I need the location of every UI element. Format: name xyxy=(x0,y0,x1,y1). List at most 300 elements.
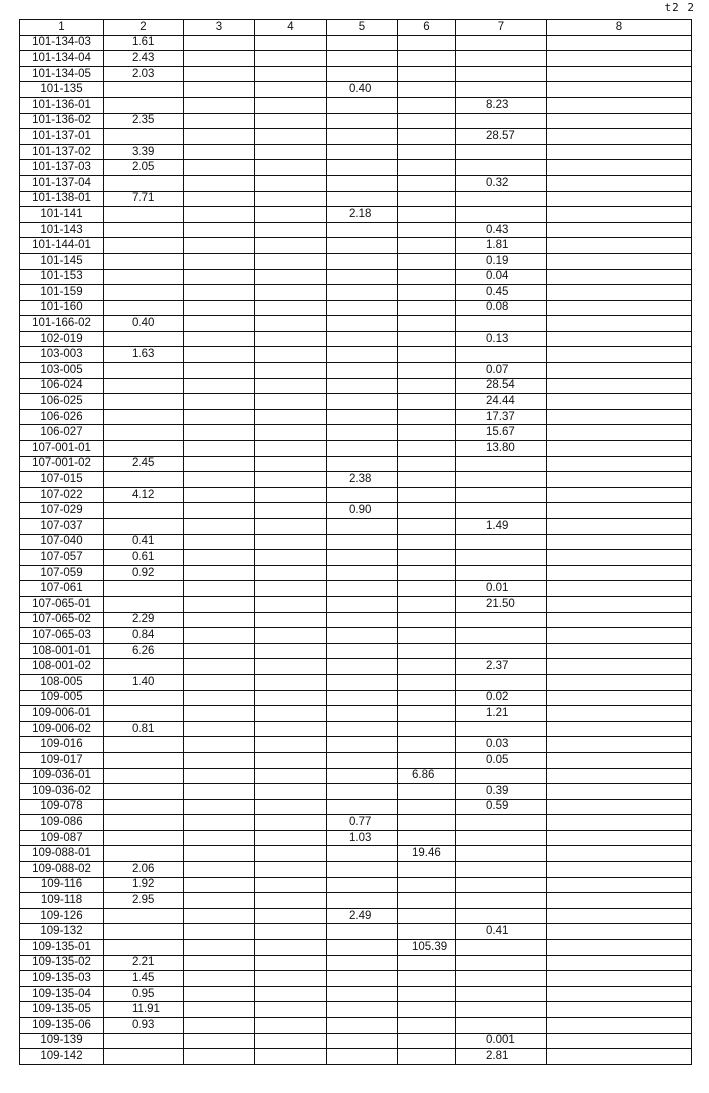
value-cell xyxy=(547,581,692,597)
value-cell xyxy=(255,706,327,722)
value-cell xyxy=(456,35,547,51)
value-cell xyxy=(184,550,255,566)
value-cell xyxy=(327,924,398,940)
value-cell xyxy=(547,674,692,690)
value-cell: 0.41 xyxy=(104,534,184,550)
table-row xyxy=(20,612,692,628)
row-id-cell: 101-145 xyxy=(20,253,104,269)
value-cell xyxy=(547,238,692,254)
row-id-cell: 101-153 xyxy=(20,269,104,285)
value-cell xyxy=(398,1018,456,1034)
value-cell xyxy=(104,581,184,597)
value-cell xyxy=(104,768,184,784)
value-cell xyxy=(456,487,547,503)
value-cell xyxy=(255,144,327,160)
value-cell xyxy=(398,51,456,67)
value-cell xyxy=(398,425,456,441)
value-cell xyxy=(184,129,255,145)
value-cell xyxy=(327,893,398,909)
row-id-cell: 108-005 xyxy=(20,674,104,690)
value-cell xyxy=(547,82,692,98)
value-cell xyxy=(398,877,456,893)
value-cell xyxy=(184,721,255,737)
value-cell xyxy=(327,768,398,784)
value-cell xyxy=(547,363,692,379)
value-cell xyxy=(398,191,456,207)
value-cell: 2.35 xyxy=(104,113,184,129)
table-row xyxy=(20,175,692,191)
value-cell xyxy=(255,425,327,441)
value-cell xyxy=(104,846,184,862)
value-cell xyxy=(547,316,692,332)
value-cell xyxy=(184,316,255,332)
value-cell xyxy=(184,222,255,238)
table-row xyxy=(20,238,692,254)
value-cell xyxy=(104,129,184,145)
table-row xyxy=(20,721,692,737)
table-row xyxy=(20,674,692,690)
value-cell: 1.81 xyxy=(456,238,547,254)
value-cell xyxy=(547,893,692,909)
value-cell xyxy=(184,487,255,503)
value-cell xyxy=(456,191,547,207)
value-cell xyxy=(184,706,255,722)
row-id-cell: 109-088-01 xyxy=(20,846,104,862)
value-cell xyxy=(255,893,327,909)
row-id-cell: 101-138-01 xyxy=(20,191,104,207)
value-cell xyxy=(327,425,398,441)
value-cell xyxy=(104,706,184,722)
row-id-cell: 101-137-03 xyxy=(20,160,104,176)
value-cell xyxy=(456,550,547,566)
value-cell xyxy=(327,550,398,566)
value-cell: 0.02 xyxy=(456,690,547,706)
value-cell xyxy=(547,940,692,956)
value-cell xyxy=(398,409,456,425)
value-cell: 0.01 xyxy=(456,581,547,597)
value-cell xyxy=(184,503,255,519)
value-cell xyxy=(398,799,456,815)
value-cell: 4.12 xyxy=(104,487,184,503)
value-cell xyxy=(327,1049,398,1065)
value-cell xyxy=(255,394,327,410)
column-header: 2 xyxy=(104,20,184,36)
value-cell xyxy=(255,799,327,815)
value-cell: 15.67 xyxy=(456,425,547,441)
table-row xyxy=(20,862,692,878)
value-cell xyxy=(547,51,692,67)
value-cell xyxy=(547,612,692,628)
value-cell xyxy=(456,1002,547,1018)
row-id-cell: 101-134-05 xyxy=(20,66,104,82)
value-cell xyxy=(255,596,327,612)
table-row xyxy=(20,1049,692,1065)
value-cell xyxy=(327,51,398,67)
row-id-cell: 106-027 xyxy=(20,425,104,441)
value-cell xyxy=(104,300,184,316)
data-table xyxy=(19,19,692,1065)
value-cell xyxy=(327,799,398,815)
value-cell xyxy=(547,908,692,924)
value-cell xyxy=(547,986,692,1002)
value-cell xyxy=(104,659,184,675)
value-cell xyxy=(398,550,456,566)
value-cell xyxy=(255,82,327,98)
value-cell xyxy=(184,331,255,347)
value-cell xyxy=(184,394,255,410)
table-row xyxy=(20,51,692,67)
value-cell xyxy=(327,113,398,129)
value-cell xyxy=(104,690,184,706)
value-cell: 3.39 xyxy=(104,144,184,160)
value-cell xyxy=(184,643,255,659)
value-cell xyxy=(547,113,692,129)
value-cell xyxy=(547,487,692,503)
table-row xyxy=(20,316,692,332)
value-cell xyxy=(456,565,547,581)
row-id-cell: 109-036-02 xyxy=(20,784,104,800)
value-cell xyxy=(327,565,398,581)
value-cell xyxy=(184,815,255,831)
value-cell xyxy=(398,752,456,768)
value-cell xyxy=(547,129,692,145)
value-cell xyxy=(456,347,547,363)
row-id-cell: 101-135 xyxy=(20,82,104,98)
value-cell xyxy=(255,300,327,316)
value-cell xyxy=(255,908,327,924)
value-cell xyxy=(398,565,456,581)
table-row xyxy=(20,487,692,503)
value-cell xyxy=(327,784,398,800)
value-cell xyxy=(398,815,456,831)
table-row xyxy=(20,472,692,488)
row-id-cell: 109-078 xyxy=(20,799,104,815)
value-cell xyxy=(327,144,398,160)
table-row xyxy=(20,503,692,519)
table-row xyxy=(20,519,692,535)
value-cell: 11.91 xyxy=(104,1002,184,1018)
row-id-cell: 109-017 xyxy=(20,752,104,768)
value-cell xyxy=(184,82,255,98)
value-cell xyxy=(184,441,255,457)
value-cell: 0.59 xyxy=(456,799,547,815)
row-id-cell: 107-065-03 xyxy=(20,628,104,644)
value-cell xyxy=(327,986,398,1002)
value-cell xyxy=(456,160,547,176)
value-cell xyxy=(547,347,692,363)
value-cell xyxy=(547,191,692,207)
value-cell xyxy=(184,924,255,940)
value-cell xyxy=(255,1018,327,1034)
value-cell xyxy=(547,690,692,706)
row-id-cell: 107-040 xyxy=(20,534,104,550)
value-cell xyxy=(104,409,184,425)
value-cell xyxy=(104,784,184,800)
value-cell xyxy=(255,940,327,956)
value-cell xyxy=(547,830,692,846)
row-id-cell: 109-036-01 xyxy=(20,768,104,784)
value-cell xyxy=(327,409,398,425)
value-cell xyxy=(255,378,327,394)
value-cell xyxy=(456,830,547,846)
row-id-cell: 106-026 xyxy=(20,409,104,425)
value-cell xyxy=(547,394,692,410)
value-cell: 1.63 xyxy=(104,347,184,363)
value-cell xyxy=(547,659,692,675)
value-cell xyxy=(398,784,456,800)
value-cell xyxy=(547,737,692,753)
table-row xyxy=(20,129,692,145)
value-cell xyxy=(255,129,327,145)
value-cell xyxy=(398,82,456,98)
row-id-cell: 107-001-01 xyxy=(20,441,104,457)
value-cell xyxy=(255,955,327,971)
value-cell xyxy=(104,285,184,301)
value-cell: 105.39 xyxy=(398,940,456,956)
value-cell xyxy=(184,425,255,441)
value-cell: 2.29 xyxy=(104,612,184,628)
value-cell xyxy=(547,768,692,784)
value-cell xyxy=(547,721,692,737)
value-cell xyxy=(184,830,255,846)
value-cell: 28.57 xyxy=(456,129,547,145)
value-cell xyxy=(255,51,327,67)
table-row xyxy=(20,207,692,223)
value-cell xyxy=(398,363,456,379)
value-cell xyxy=(398,113,456,129)
value-cell: 0.32 xyxy=(456,175,547,191)
value-cell xyxy=(184,893,255,909)
value-cell xyxy=(456,877,547,893)
value-cell xyxy=(456,955,547,971)
value-cell xyxy=(547,472,692,488)
value-cell: 0.81 xyxy=(104,721,184,737)
value-cell xyxy=(398,955,456,971)
table-row xyxy=(20,425,692,441)
value-cell xyxy=(547,160,692,176)
value-cell xyxy=(255,160,327,176)
value-cell xyxy=(398,659,456,675)
value-cell xyxy=(398,35,456,51)
value-cell xyxy=(398,394,456,410)
value-cell: 0.40 xyxy=(327,82,398,98)
row-id-cell: 107-022 xyxy=(20,487,104,503)
value-cell xyxy=(255,737,327,753)
value-cell xyxy=(398,986,456,1002)
value-cell xyxy=(255,1033,327,1049)
row-id-cell: 101-137-02 xyxy=(20,144,104,160)
row-id-cell: 109-135-01 xyxy=(20,940,104,956)
value-cell xyxy=(456,113,547,129)
value-cell xyxy=(327,519,398,535)
value-cell xyxy=(255,862,327,878)
value-cell xyxy=(398,253,456,269)
value-cell: 0.92 xyxy=(104,565,184,581)
value-cell xyxy=(255,721,327,737)
value-cell xyxy=(255,97,327,113)
value-cell xyxy=(255,285,327,301)
value-cell xyxy=(184,737,255,753)
value-cell xyxy=(547,269,692,285)
value-cell xyxy=(547,175,692,191)
row-id-cell: 109-005 xyxy=(20,690,104,706)
table-row xyxy=(20,737,692,753)
value-cell xyxy=(456,893,547,909)
value-cell: 0.04 xyxy=(456,269,547,285)
value-cell xyxy=(255,191,327,207)
value-cell xyxy=(398,706,456,722)
value-cell xyxy=(398,238,456,254)
value-cell xyxy=(184,971,255,987)
row-id-cell: 109-118 xyxy=(20,893,104,909)
table-row xyxy=(20,409,692,425)
value-cell xyxy=(327,971,398,987)
row-id-cell: 109-016 xyxy=(20,737,104,753)
table-row xyxy=(20,628,692,644)
value-cell xyxy=(255,269,327,285)
value-cell xyxy=(184,144,255,160)
value-cell xyxy=(327,752,398,768)
table-row xyxy=(20,82,692,98)
value-cell xyxy=(456,51,547,67)
value-cell xyxy=(327,129,398,145)
value-cell xyxy=(184,347,255,363)
value-cell xyxy=(547,955,692,971)
value-cell xyxy=(327,222,398,238)
row-id-cell: 108-001-02 xyxy=(20,659,104,675)
row-id-cell: 109-135-02 xyxy=(20,955,104,971)
value-cell xyxy=(255,674,327,690)
value-cell xyxy=(255,768,327,784)
value-cell xyxy=(184,97,255,113)
value-cell xyxy=(547,441,692,457)
value-cell xyxy=(104,82,184,98)
value-cell: 1.49 xyxy=(456,519,547,535)
value-cell xyxy=(255,628,327,644)
value-cell xyxy=(547,784,692,800)
value-cell xyxy=(547,66,692,82)
value-cell xyxy=(104,924,184,940)
value-cell xyxy=(327,394,398,410)
value-cell: 2.05 xyxy=(104,160,184,176)
value-cell xyxy=(327,534,398,550)
value-cell xyxy=(104,441,184,457)
value-cell xyxy=(184,1033,255,1049)
value-cell xyxy=(398,207,456,223)
value-cell xyxy=(456,66,547,82)
value-cell xyxy=(398,269,456,285)
value-cell xyxy=(104,222,184,238)
value-cell: 0.43 xyxy=(456,222,547,238)
table-row xyxy=(20,565,692,581)
value-cell xyxy=(104,175,184,191)
value-cell xyxy=(398,66,456,82)
value-cell xyxy=(184,66,255,82)
value-cell xyxy=(104,472,184,488)
row-id-cell: 109-006-01 xyxy=(20,706,104,722)
value-cell: 7.71 xyxy=(104,191,184,207)
value-cell: 0.13 xyxy=(456,331,547,347)
value-cell xyxy=(547,519,692,535)
value-cell xyxy=(327,659,398,675)
value-cell xyxy=(255,1049,327,1065)
value-cell xyxy=(456,674,547,690)
value-cell xyxy=(255,519,327,535)
row-id-cell: 101-159 xyxy=(20,285,104,301)
value-cell xyxy=(255,253,327,269)
table-row xyxy=(20,222,692,238)
value-cell xyxy=(184,409,255,425)
value-cell xyxy=(398,581,456,597)
table-row xyxy=(20,285,692,301)
value-cell xyxy=(327,706,398,722)
value-cell xyxy=(184,955,255,971)
value-cell xyxy=(255,66,327,82)
value-cell xyxy=(104,908,184,924)
value-cell xyxy=(456,534,547,550)
row-id-cell: 101-137-01 xyxy=(20,129,104,145)
value-cell xyxy=(255,347,327,363)
value-cell xyxy=(456,144,547,160)
value-cell xyxy=(547,799,692,815)
value-cell: 2.03 xyxy=(104,66,184,82)
row-id-cell: 101-143 xyxy=(20,222,104,238)
value-cell xyxy=(255,175,327,191)
value-cell xyxy=(255,550,327,566)
value-cell xyxy=(184,253,255,269)
table-row xyxy=(20,160,692,176)
value-cell xyxy=(255,971,327,987)
value-cell xyxy=(184,565,255,581)
row-id-cell: 106-024 xyxy=(20,378,104,394)
table-row xyxy=(20,846,692,862)
value-cell xyxy=(104,378,184,394)
value-cell xyxy=(327,363,398,379)
value-cell xyxy=(398,378,456,394)
value-cell xyxy=(398,222,456,238)
table-row xyxy=(20,441,692,457)
value-cell: 2.45 xyxy=(104,456,184,472)
value-cell xyxy=(456,846,547,862)
column-header: 6 xyxy=(398,20,456,36)
value-cell xyxy=(398,1033,456,1049)
value-cell xyxy=(184,378,255,394)
table-row xyxy=(20,877,692,893)
value-cell: 0.93 xyxy=(104,1018,184,1034)
value-cell xyxy=(398,924,456,940)
value-cell xyxy=(255,612,327,628)
value-cell xyxy=(255,363,327,379)
value-cell xyxy=(104,799,184,815)
value-cell xyxy=(255,565,327,581)
value-cell: 1.40 xyxy=(104,674,184,690)
value-cell xyxy=(327,674,398,690)
value-cell xyxy=(104,1049,184,1065)
table-row xyxy=(20,830,692,846)
value-cell xyxy=(398,690,456,706)
value-cell xyxy=(255,690,327,706)
value-cell xyxy=(327,862,398,878)
value-cell xyxy=(184,519,255,535)
row-id-cell: 101-166-02 xyxy=(20,316,104,332)
value-cell xyxy=(104,503,184,519)
value-cell xyxy=(184,940,255,956)
row-id-cell: 101-144-01 xyxy=(20,238,104,254)
value-cell xyxy=(327,269,398,285)
value-cell: 8.23 xyxy=(456,97,547,113)
table-row xyxy=(20,815,692,831)
row-id-cell: 109-135-03 xyxy=(20,971,104,987)
